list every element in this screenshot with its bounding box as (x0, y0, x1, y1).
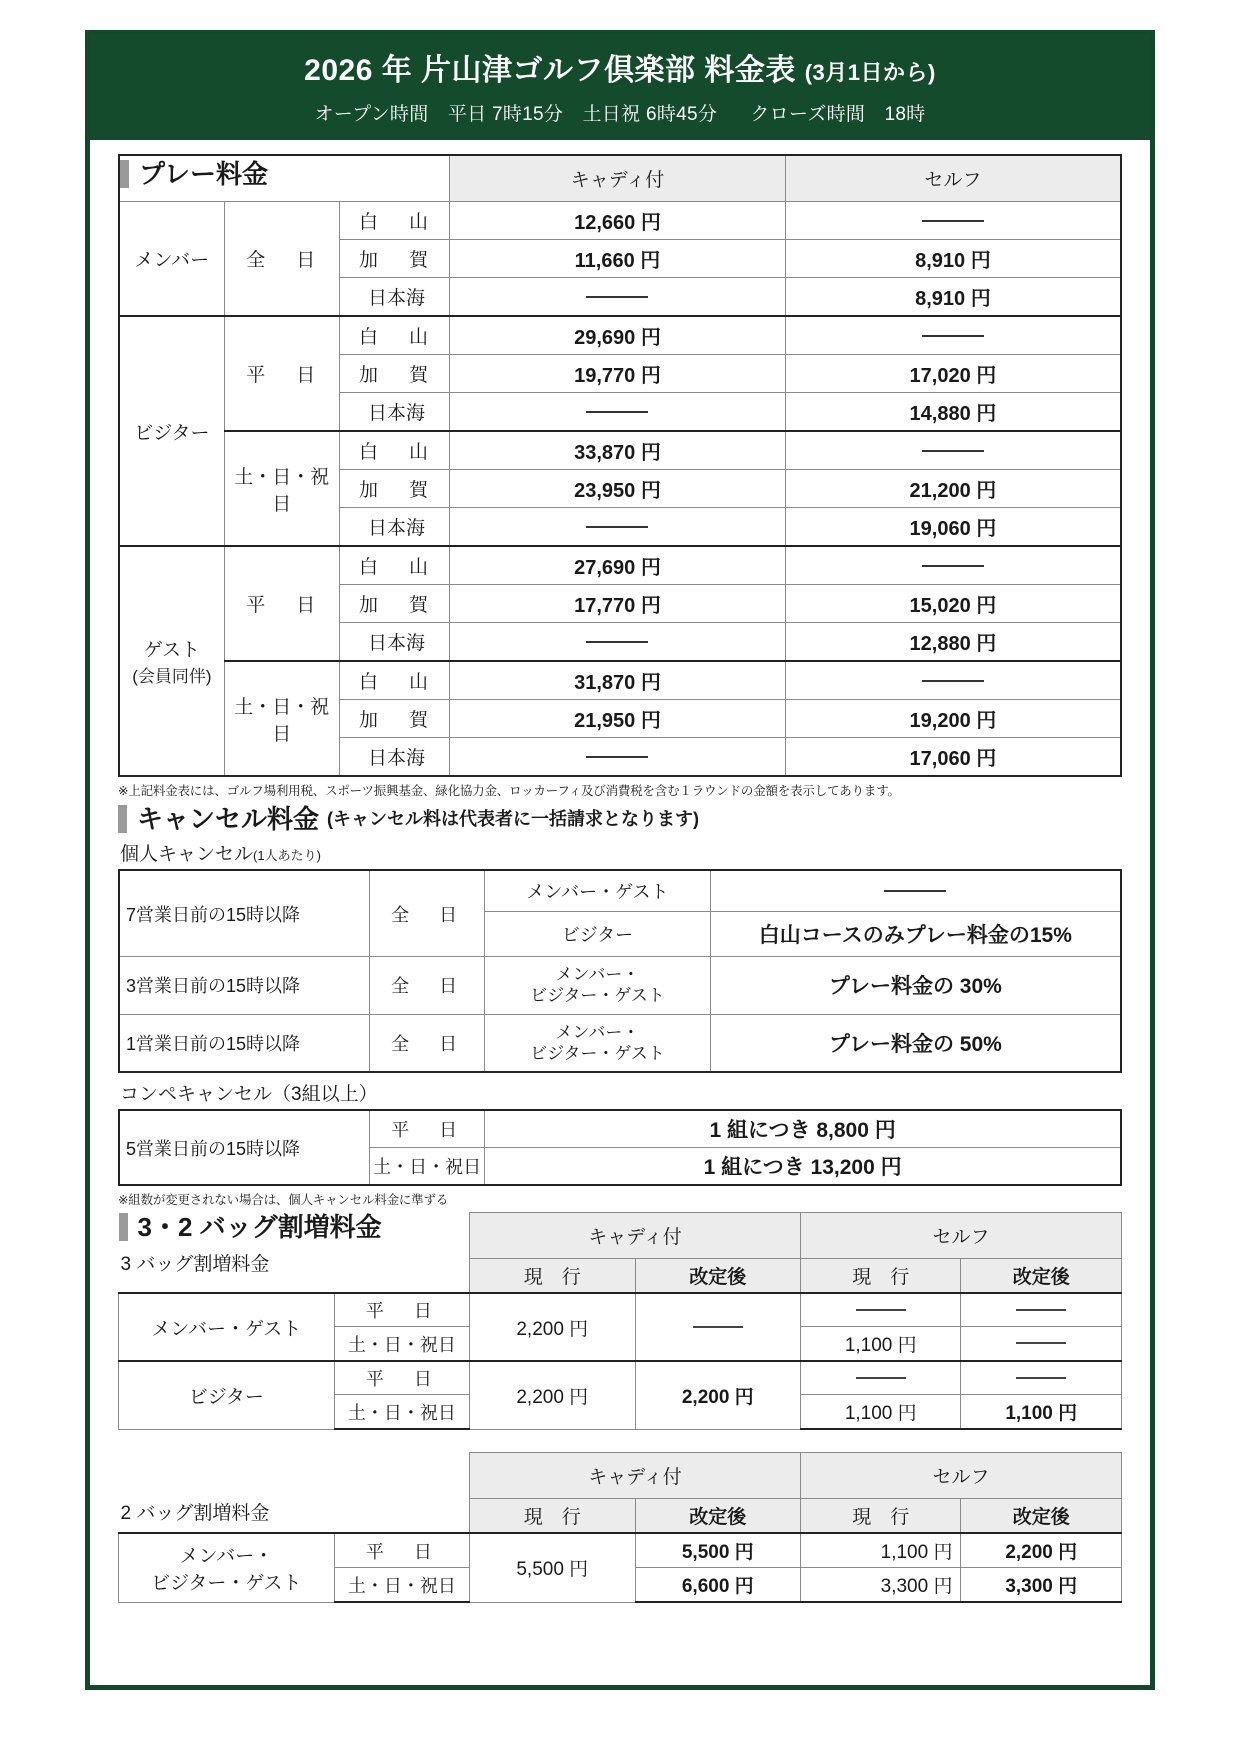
three-bag-caddie-revised-value (635, 1293, 800, 1361)
course-hakusan: 白 山 (339, 202, 449, 240)
three-bag-caddie-current-value: 2,200 円 (470, 1293, 635, 1361)
fee-self: 12,880 円 (785, 623, 1121, 662)
fee-self: 8,910 円 (785, 240, 1121, 278)
compe-value-weekday: 1 組につき 8,800 円 (485, 1110, 1121, 1148)
play-fee-heading-label: プレー料金 (139, 158, 268, 189)
fee-self: 21,200 円 (785, 470, 1121, 508)
compe-timing: 5営業日前の15時以降 (119, 1110, 370, 1185)
table-row (119, 870, 1121, 912)
fee-self (785, 202, 1121, 240)
compe-cancel-subhead: コンペキャンセル（3組以上） (120, 1084, 378, 1105)
fee-self (785, 661, 1121, 700)
table-row (119, 316, 1121, 355)
fee-caddie (450, 623, 786, 662)
two-bag-group-line2: ビジター・ゲスト (151, 1572, 302, 1594)
table-row (119, 431, 1121, 470)
two-bag-col-caddie: キャディ付 (470, 1453, 801, 1499)
course-nihonkai: 日本海 (339, 623, 449, 662)
compe-value-weekend: 1 組につき 13,200 円 (485, 1148, 1121, 1186)
fee-caddie: 23,950 円 (450, 470, 786, 508)
fee-self: 19,060 円 (785, 508, 1121, 547)
three-bag-self-revised-weekday (961, 1361, 1122, 1395)
day-weekday: 平 日 (224, 546, 339, 661)
cancel-who (485, 957, 710, 1015)
section-bar-icon (120, 160, 129, 188)
table-row (119, 1014, 1121, 1072)
three-bag-self-current-weekday (801, 1361, 961, 1395)
three-bag-caddie-current: 現 行 (470, 1259, 635, 1294)
course-nihonkai: 日本海 (339, 278, 449, 317)
day-weekend: 土・日・祝日 (334, 1327, 469, 1362)
three-bag-caddie-current-value: 2,200 円 (470, 1361, 635, 1429)
price-sheet-page (85, 30, 1155, 1690)
table-row (119, 202, 1121, 240)
play-fee-header-row (119, 155, 1121, 202)
two-bag-self-current: 現 行 (801, 1499, 961, 1534)
fee-self: 14,880 円 (785, 393, 1121, 432)
two-bag-group-line1: メンバー・ (179, 1545, 274, 1567)
cancel-fee-heading-label: キャンセル料金 (137, 804, 320, 834)
day-weekday: 平 日 (334, 1361, 469, 1395)
page-title (100, 53, 1140, 89)
cancel-value: プレー料金の 30% (710, 957, 1121, 1015)
course-hakusan: 白 山 (339, 546, 449, 585)
course-kaga: 加 賀 (339, 585, 449, 623)
two-bag-caddie-current: 現 行 (470, 1499, 635, 1534)
two-bag-group (119, 1533, 335, 1602)
day-weekend: 土・日・祝日 (224, 661, 339, 776)
three-bag-self-revised: 改定後 (961, 1259, 1122, 1294)
fee-self (785, 431, 1121, 470)
compe-cancel-footnote: ※組数が変更されない場合は、個人キャンセル料金に準ずる (118, 1193, 449, 1207)
section-bar-icon (118, 805, 127, 833)
bag-heading-label: 3・2 バッグ割増料金 (137, 1211, 382, 1242)
cancel-day: 全 日 (370, 870, 485, 957)
day-weekend: 土・日・祝日 (334, 1395, 469, 1430)
course-kaga: 加 賀 (339, 700, 449, 738)
personal-cancel-table (118, 869, 1122, 1073)
fee-caddie: 11,660 円 (450, 240, 786, 278)
body-area (90, 140, 1150, 1613)
fee-caddie (450, 278, 786, 317)
day-weekend: 土・日・祝日 (334, 1568, 469, 1603)
three-bag-col-self: セルフ (801, 1213, 1122, 1259)
personal-cancel-unit: (1人あたり) (253, 848, 321, 863)
fee-self (785, 546, 1121, 585)
cancel-timing: 7営業日前の15時以降 (119, 870, 370, 957)
close-hours: クローズ時間 18時 (750, 104, 926, 125)
group-guest-line2: (会員同伴) (132, 667, 212, 686)
course-nihonkai: 日本海 (339, 393, 449, 432)
compe-day-weekday: 平 日 (370, 1110, 485, 1148)
compe-cancel-table (118, 1109, 1122, 1186)
group-visitor: ビジター (119, 316, 224, 546)
three-bag-self-revised-weekend (961, 1327, 1122, 1362)
fee-self (785, 316, 1121, 355)
fee-self: 17,060 円 (785, 738, 1121, 777)
day-weekend: 土・日・祝日 (224, 431, 339, 546)
course-kaga: 加 賀 (339, 240, 449, 278)
personal-cancel-label: 個人キャンセル (120, 844, 254, 865)
page-title-main: 2026 年 片山津ゴルフ倶楽部 料金表 (304, 54, 796, 87)
fee-caddie: 12,660 円 (450, 202, 786, 240)
cancel-day: 全 日 (370, 1014, 485, 1072)
bag-heading (119, 1213, 470, 1241)
cancel-who-line2: ビジター・ゲスト (530, 1043, 665, 1063)
three-bag-self-current-weekday (801, 1293, 961, 1327)
cancel-fee-heading-note: (キャンセル料は代表者に一括請求となります) (327, 809, 700, 829)
cancel-who-line1: メンバー・ (555, 1022, 640, 1042)
table-row (119, 1361, 1122, 1395)
table-row (119, 1533, 1122, 1568)
fee-self: 15,020 円 (785, 585, 1121, 623)
cancel-who-line1: メンバー・ (555, 965, 640, 984)
cancel-timing: 1営業日前の15時以降 (119, 1014, 370, 1072)
two-bag-caddie-current-value: 5,500 円 (470, 1533, 635, 1602)
three-bag-self-revised-weekend: 1,100 円 (961, 1395, 1122, 1430)
fee-caddie: 33,870 円 (450, 431, 786, 470)
three-bag-section (118, 1212, 1122, 1430)
fee-caddie: 29,690 円 (450, 316, 786, 355)
personal-cancel-subhead (120, 839, 1122, 866)
group-member: メンバー (119, 202, 224, 317)
cancel-value: プレー料金の 50% (710, 1014, 1121, 1072)
two-bag-self-current-weekend: 3,300 円 (801, 1568, 961, 1603)
two-bag-self-revised-weekday: 2,200 円 (961, 1533, 1122, 1568)
fee-caddie: 27,690 円 (450, 546, 786, 585)
table-row (119, 661, 1121, 700)
cancel-value (710, 870, 1121, 912)
day-weekday: 平 日 (334, 1533, 469, 1568)
three-bag-self-revised-weekday (961, 1293, 1122, 1327)
group-guest-line1: ゲスト (143, 640, 200, 661)
two-bag-caddie-revised-weekday: 5,500 円 (635, 1533, 800, 1568)
header-hours (100, 99, 1140, 126)
section-bar-icon (119, 1213, 128, 1241)
fee-self: 19,200 円 (785, 700, 1121, 738)
three-bag-group-visitor: ビジター (119, 1361, 335, 1429)
two-bag-heading-row (119, 1453, 1122, 1499)
fee-self: 17,020 円 (785, 355, 1121, 393)
course-hakusan: 白 山 (339, 661, 449, 700)
fee-caddie (450, 393, 786, 432)
column-header-caddie: キャディ付 (450, 155, 786, 202)
course-nihonkai: 日本海 (339, 508, 449, 547)
fee-caddie (450, 508, 786, 547)
fee-caddie (450, 738, 786, 777)
course-kaga: 加 賀 (339, 355, 449, 393)
fee-caddie: 19,770 円 (450, 355, 786, 393)
course-hakusan: 白 山 (339, 316, 449, 355)
three-bag-self-current-weekend: 1,100 円 (801, 1395, 961, 1430)
open-hours: オープン時間 平日 7時15分 土日祝 6時45分 (314, 104, 718, 125)
table-row (119, 957, 1121, 1015)
cancel-who-line2: ビジター・ゲスト (530, 986, 665, 1006)
cancel-day: 全 日 (370, 957, 485, 1015)
three-bag-heading-row (119, 1213, 1122, 1259)
three-bag-subhead: 3 バッグ割増料金 (120, 1253, 270, 1275)
table-row (119, 1293, 1122, 1327)
course-hakusan: 白 山 (339, 431, 449, 470)
three-bag-self-current: 現 行 (801, 1259, 961, 1294)
course-nihonkai: 日本海 (339, 738, 449, 777)
two-bag-caddie-revised: 改定後 (635, 1499, 800, 1534)
cancel-who: ビジター (485, 912, 710, 957)
cancel-who (485, 1014, 710, 1072)
play-fee-footnote: ※上記料金表には、ゴルフ場利用税、スポーツ振興基金、緑化協力金、ロッカーフィ及び消費税を含む１ラウンドの金額を表示してあります。 (118, 784, 900, 798)
table-row (119, 1110, 1121, 1148)
table-row (119, 546, 1121, 585)
cancel-value: 白山コースのみプレー料金の15% (710, 912, 1121, 957)
three-bag-col-caddie: キャディ付 (470, 1213, 801, 1259)
two-bag-self-current-weekday: 1,100 円 (801, 1533, 961, 1568)
header-band (90, 35, 1150, 140)
two-bag-section (118, 1452, 1122, 1603)
two-bag-self-revised: 改定後 (961, 1499, 1122, 1534)
two-bag-self-revised-weekend: 3,300 円 (961, 1568, 1122, 1603)
course-kaga: 加 賀 (339, 470, 449, 508)
two-bag-subhead: 2 バッグ割増料金 (120, 1503, 270, 1524)
play-fee-heading (120, 160, 449, 188)
two-bag-caddie-revised-weekend: 6,600 円 (635, 1568, 800, 1603)
play-fee-table (118, 154, 1122, 777)
page-title-date: (3月1日から) (804, 60, 936, 85)
three-bag-group-member-guest: メンバー・ゲスト (119, 1293, 335, 1361)
day-all: 全 日 (224, 202, 339, 317)
compe-day-weekend: 土・日・祝日 (370, 1148, 485, 1186)
day-weekday: 平 日 (224, 316, 339, 431)
cancel-who: メンバー・ゲスト (485, 870, 710, 912)
fee-self: 8,910 円 (785, 278, 1121, 317)
column-header-self: セルフ (785, 155, 1121, 202)
day-weekday: 平 日 (334, 1293, 469, 1327)
cancel-fee-heading (118, 805, 1122, 833)
three-bag-caddie-revised: 改定後 (635, 1259, 800, 1294)
fee-caddie: 31,870 円 (450, 661, 786, 700)
group-guest (119, 546, 224, 776)
three-bag-caddie-revised-value: 2,200 円 (635, 1361, 800, 1429)
fee-caddie: 21,950 円 (450, 700, 786, 738)
cancel-timing: 3営業日前の15時以降 (119, 957, 370, 1015)
fee-caddie: 17,770 円 (450, 585, 786, 623)
two-bag-col-self: セルフ (801, 1453, 1122, 1499)
three-bag-self-current-weekend: 1,100 円 (801, 1327, 961, 1362)
